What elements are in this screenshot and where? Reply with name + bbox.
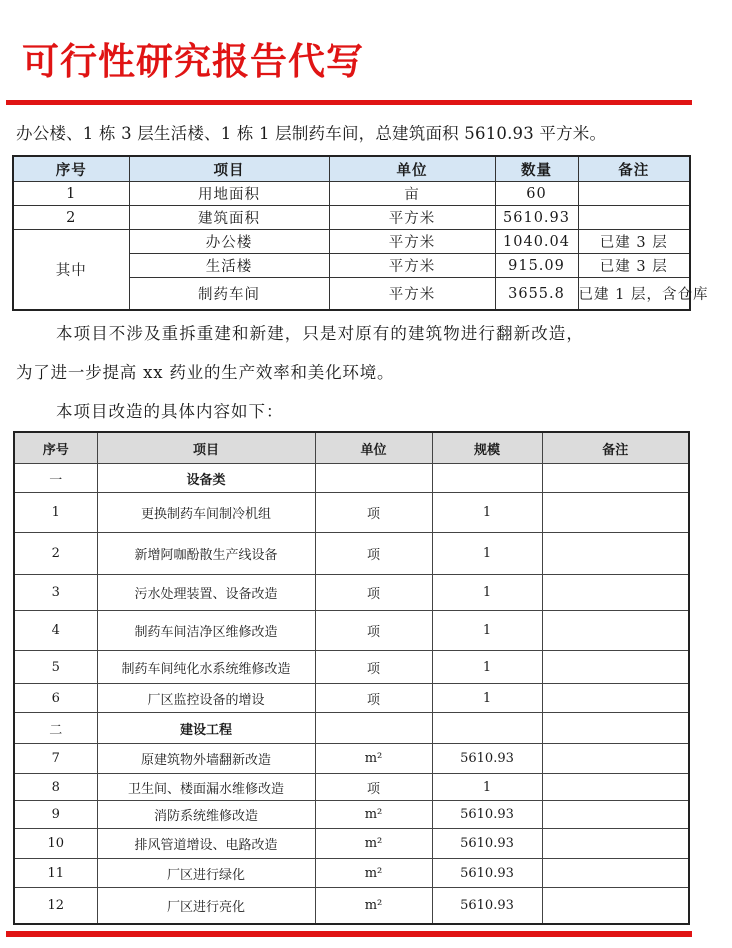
table-row (14, 575, 689, 611)
cell-unit: m² (315, 744, 432, 774)
header-unit: 单位 (315, 432, 432, 464)
renovation-content-table (13, 431, 690, 925)
cell-scale: 1 (432, 493, 542, 533)
cell-unit: 平方米 (329, 254, 495, 278)
cell-item: 卫生间、楼面漏水维修改造 (97, 774, 315, 801)
table-header-row (13, 156, 690, 182)
cell-scale: 5610.93 (432, 859, 542, 888)
header-unit: 单位 (329, 156, 495, 182)
cell-item: 办公楼 (129, 230, 329, 254)
cell-scale: 1 (432, 651, 542, 684)
cell-note (578, 206, 690, 230)
bottom-red-divider (6, 931, 692, 937)
header-scale: 规模 (432, 432, 542, 464)
cell-note: 已建 3 层 (578, 230, 690, 254)
cell-qty: 1040.04 (495, 230, 578, 254)
cell-unit: 平方米 (329, 278, 495, 311)
cell-item: 厂区监控设备的增设 (97, 684, 315, 713)
cell-no: 2 (13, 206, 129, 230)
group-label-cell: 其中 (13, 230, 129, 311)
cell-item: 制药车间 (129, 278, 329, 311)
table-row (14, 888, 689, 924)
cell-scale: 5610.93 (432, 888, 542, 924)
cell-note (542, 493, 689, 533)
cell-note (542, 744, 689, 774)
cell-note: 已建 3 层 (578, 254, 690, 278)
table-row (14, 801, 689, 829)
paragraph-1-line-1: 本项目不涉及重拆重建和新建，只是对原有的建筑物进行翻新改造， (56, 324, 584, 343)
cell-qty: 5610.93 (495, 206, 578, 230)
cell-no: 12 (14, 888, 97, 924)
cell-no: 1 (14, 493, 97, 533)
cell-unit: 平方米 (329, 206, 495, 230)
cell-item: 新增阿咖酚散生产线设备 (97, 533, 315, 575)
cell-note (542, 533, 689, 575)
table-row (13, 230, 690, 254)
table-row (13, 182, 690, 206)
cell-qty: 3655.8 (495, 278, 578, 311)
cell-note (542, 575, 689, 611)
table-row (13, 206, 690, 230)
table-header-row (14, 432, 689, 464)
cell-unit: m² (315, 888, 432, 924)
cell-unit: 平方米 (329, 230, 495, 254)
cell-no: 6 (14, 684, 97, 713)
header-note: 备注 (542, 432, 689, 464)
table-row (14, 859, 689, 888)
cell-scale: 1 (432, 575, 542, 611)
cell-note (542, 888, 689, 924)
header-item: 项目 (129, 156, 329, 182)
cell-unit: 项 (315, 774, 432, 801)
table-row (14, 493, 689, 533)
cell-unit: m² (315, 829, 432, 859)
building-area-table (12, 155, 709, 311)
cell-no: 4 (14, 611, 97, 651)
cell-item: 消防系统维修改造 (97, 801, 315, 829)
top-red-divider (6, 100, 692, 105)
cell-item: 建筑面积 (129, 206, 329, 230)
cell-note (542, 684, 689, 713)
cell-unit: m² (315, 859, 432, 888)
cell-no: 7 (14, 744, 97, 774)
cell-scale: 1 (432, 611, 542, 651)
cell-unit: 项 (315, 493, 432, 533)
paragraph-2: 本项目改造的具体内容如下： (56, 402, 284, 421)
cell-item: 厂区进行亮化 (97, 888, 315, 924)
cell-scale: 5610.93 (432, 744, 542, 774)
cell-note (542, 611, 689, 651)
cell-note: 已建 1 层，含仓库 (578, 278, 690, 311)
section-row (14, 464, 689, 493)
cell-no: 10 (14, 829, 97, 859)
cell-scale: 1 (432, 533, 542, 575)
cell-scale: 5610.93 (432, 829, 542, 859)
table-row (14, 684, 689, 713)
banner-title: 可行性研究报告代写 (22, 40, 364, 83)
table-row (14, 744, 689, 774)
cell-item: 生活楼 (129, 254, 329, 278)
cell-unit: 项 (315, 611, 432, 651)
cell-item: 厂区进行绿化 (97, 859, 315, 888)
section-title: 建设工程 (97, 713, 315, 744)
cell-note (542, 829, 689, 859)
cell-item: 污水处理装置、设备改造 (97, 575, 315, 611)
table-row (14, 651, 689, 684)
cell-no: 1 (13, 182, 129, 206)
cell-no: 5 (14, 651, 97, 684)
cell-scale: 1 (432, 774, 542, 801)
paragraph-1-line-2: 为了进一步提高 xx 药业的生产效率和美化环境。 (16, 363, 395, 382)
header-no: 序号 (13, 156, 129, 182)
cell-note (578, 182, 690, 206)
cell-unit: 项 (315, 533, 432, 575)
table-row (14, 533, 689, 575)
cell-item: 排风管道增设、电路改造 (97, 829, 315, 859)
table-row (14, 829, 689, 859)
cell-qty: 915.09 (495, 254, 578, 278)
header-item: 项目 (97, 432, 315, 464)
cell-no: 2 (14, 533, 97, 575)
cell-no: 11 (14, 859, 97, 888)
section-no: 二 (14, 713, 97, 744)
cell-note (542, 774, 689, 801)
header-no: 序号 (14, 432, 97, 464)
cell-item: 制药车间洁净区维修改造 (97, 611, 315, 651)
cell-item: 用地面积 (129, 182, 329, 206)
cell-no: 9 (14, 801, 97, 829)
table-row (14, 774, 689, 801)
cell-unit: 项 (315, 684, 432, 713)
cell-unit: m² (315, 801, 432, 829)
cell-item: 更换制药车间制冷机组 (97, 493, 315, 533)
cell-unit: 亩 (329, 182, 495, 206)
cell-no: 3 (14, 575, 97, 611)
section-no: 一 (14, 464, 97, 493)
cell-no: 8 (14, 774, 97, 801)
cell-note (542, 859, 689, 888)
cell-scale: 1 (432, 684, 542, 713)
cell-unit: 项 (315, 575, 432, 611)
cell-qty: 60 (495, 182, 578, 206)
section-row (14, 713, 689, 744)
intro-line: 办公楼、1 栋 3 层生活楼、1 栋 1 层制药车间，总建筑面积 5610.93 平方米。 (16, 124, 607, 143)
table-row (14, 611, 689, 651)
section-title: 设备类 (97, 464, 315, 493)
cell-item: 制药车间纯化水系统维修改造 (97, 651, 315, 684)
header-qty: 数量 (495, 156, 578, 182)
header-note: 备注 (578, 156, 690, 182)
cell-unit: 项 (315, 651, 432, 684)
cell-scale: 5610.93 (432, 801, 542, 829)
cell-note (542, 651, 689, 684)
cell-item: 原建筑物外墙翻新改造 (97, 744, 315, 774)
cell-note (542, 801, 689, 829)
